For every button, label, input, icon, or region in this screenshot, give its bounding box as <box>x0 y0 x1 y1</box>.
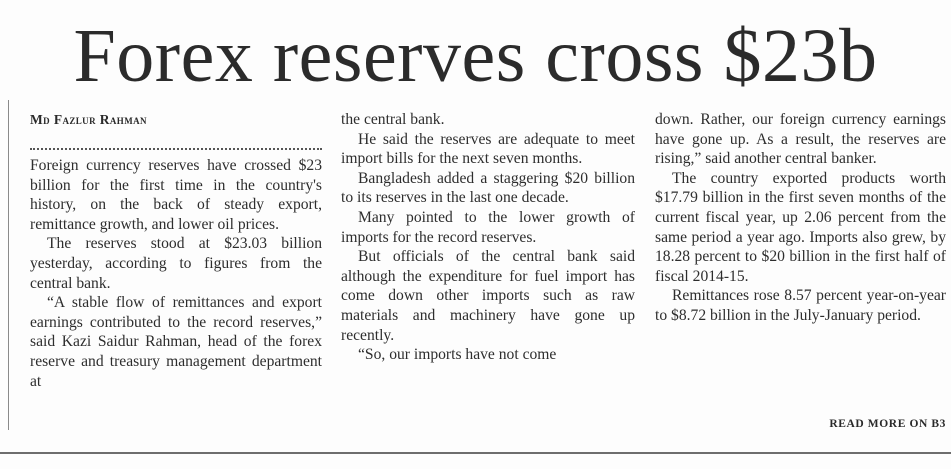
byline: Md Fazlur Rahman <box>30 112 147 127</box>
paragraph: Bangladesh added a staggering $20 billion to its reserves in the last one decade. <box>341 169 635 207</box>
paragraph: the central bank. <box>341 111 445 128</box>
paragraph: He said the reserves are adequate to meet import bills for the next seven months. <box>341 130 635 168</box>
paragraph: “So, our imports have not come <box>358 346 557 364</box>
paragraph: Many pointed to the lower growth of imports for the record reserves. <box>341 208 635 246</box>
paragraph: Remittances rose 8.57 percent year-on-year to $8.72 billion in the July-January period. <box>655 287 946 324</box>
article-column-1 <box>30 110 322 391</box>
left-column-rule <box>8 100 9 430</box>
byline-dotted-divider <box>30 136 322 150</box>
paragraph: “A stable flow of remittances and export earnings contributed to the record reserves,” said Kazi Saidur Rahman, head of the forex reserve and treasury management department at <box>30 294 322 390</box>
paragraph: The country exported products worth $17.79 billion in the first seven months of the current fiscal year, up 2.06 percent from the same period a year ago. Imports also grew, by 18.28 percent to $20 billion in the first half of fiscal 2014-15. <box>655 169 946 285</box>
article-column-2 <box>341 110 635 365</box>
paragraph: But officials of the central bank said although the expenditure for fuel import has come down other imports such as raw materials and machinery have gone up recently. <box>341 248 635 344</box>
bottom-border-rule <box>0 452 951 454</box>
paragraph: Foreign currency reserves have crossed $23 billion for the first time in the country's history, on the back of steady export, remittance growth, and lower oil prices. <box>30 157 322 233</box>
article-column-3 <box>655 110 946 326</box>
paragraph: down. Rather, our foreign currency earnings have gone up. As a result, the reserves are rising,” said another central banker. <box>655 111 946 168</box>
paragraph: The reserves stood at $23.03 billion yesterday, according to figures from the central bank. <box>30 235 322 292</box>
headline: Forex reserves cross $23b <box>73 14 878 98</box>
read-more-link[interactable]: READ MORE ON B3 <box>829 418 946 430</box>
